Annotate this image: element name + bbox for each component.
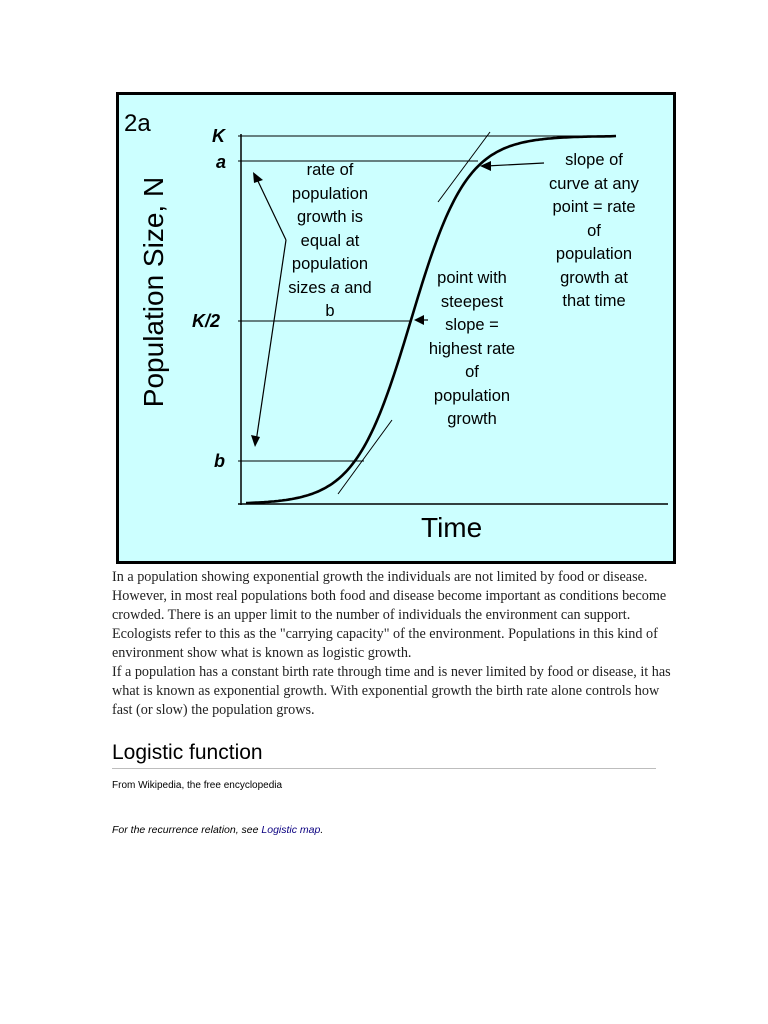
note-slope-of-curve — [528, 149, 660, 314]
paragraph-carrying-capacity: In a population showing exponential growth the individuals are not limited by food or disease. However, in most real populations both food and disease become important as conditions become crowded. There is an upper limit to the number of individuals the environment can support. Ecologists refer to this as the "carrying capacity" of the environment. Populations in this kind of environment show what is known as logistic growth. — [112, 569, 667, 661]
note-steepest-line: highest rate — [428, 339, 516, 358]
logistic-growth-figure — [116, 92, 676, 564]
note-steepest-line: growth — [447, 410, 497, 428]
note-steepest-line: slope = — [445, 316, 499, 334]
note-rate-equal-line: growth is — [296, 208, 364, 226]
note-steepest-line: point with — [437, 269, 507, 287]
hatnote — [112, 824, 323, 836]
article-subtitle: From Wikipedia, the free encyclopedia — [112, 780, 283, 791]
note-slope-line: curve at any — [549, 174, 639, 193]
note-rate-equal-line: rate of — [306, 161, 354, 179]
article-title: Logistic function — [112, 741, 656, 769]
note-rate-equal-line: equal at — [300, 231, 360, 250]
note-rate-equal-line: sizes a and — [288, 278, 372, 297]
note-slope-line: slope of — [565, 151, 623, 169]
tick-a: a — [216, 152, 227, 172]
note-rate-equal-line: population — [291, 184, 369, 203]
note-rate-equal — [270, 159, 390, 324]
paragraph-exponential-growth: If a population has a constant birth rate through time and is never limited by food or disease, it has what is known as exponential growth. With exponential growth the birth rate alone controls how fast (or slow) the population grows. — [112, 664, 671, 718]
x-axis-label: Time — [421, 512, 483, 543]
hatnote-suffix: . — [320, 824, 324, 836]
y-axis-label: Population Size, N — [138, 176, 169, 408]
tick-b: b — [214, 451, 225, 471]
tick-k: K — [212, 126, 225, 146]
note-steepest-line: of — [465, 363, 479, 381]
body-text — [112, 568, 672, 720]
note-steepest-line: steepest — [440, 292, 504, 311]
note-steepest-line: population — [433, 386, 511, 405]
note-slope-line: growth at — [560, 268, 628, 287]
note-slope-line: point = rate — [552, 198, 636, 216]
note-slope-line: of — [587, 221, 601, 240]
hatnote-prefix: For the recurrence relation, see — [112, 824, 262, 836]
figure-label: 2a — [124, 110, 151, 137]
note-rate-equal-line: population — [291, 255, 369, 273]
logistic-map-link[interactable]: Logistic map — [261, 824, 321, 836]
note-slope-line: that time — [562, 292, 626, 310]
note-slope-line: population — [555, 245, 633, 263]
note-steepest-slope — [412, 267, 532, 432]
tick-k-half: K/2 — [192, 311, 221, 331]
note-rate-equal-line: b — [325, 302, 335, 320]
